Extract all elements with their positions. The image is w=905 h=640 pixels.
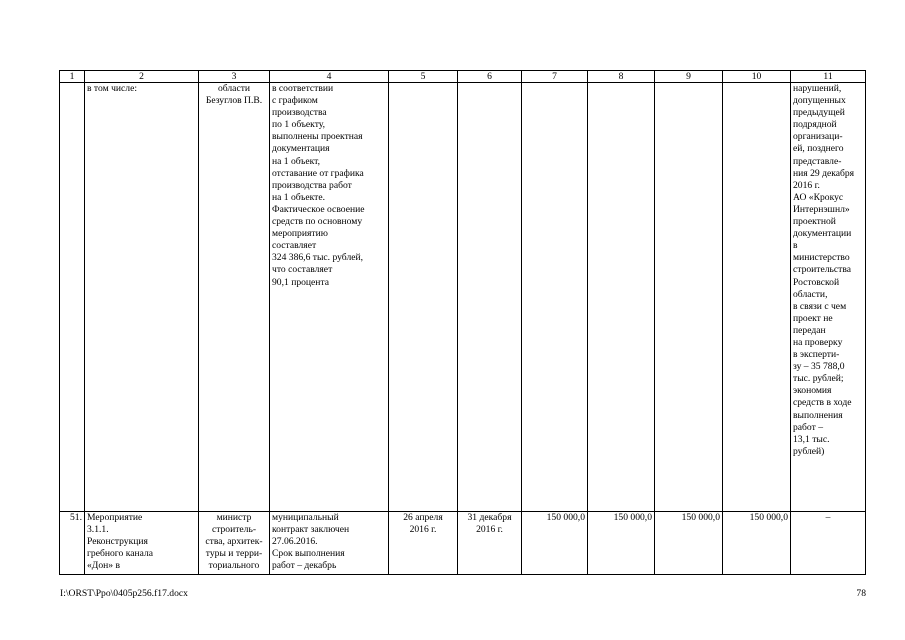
page-number: 78	[856, 588, 866, 599]
column-header-8: 8	[588, 71, 655, 83]
table-row	[60, 83, 866, 512]
responsible-person-cell: области Безуглов П.В.	[205, 83, 263, 107]
row-number-cell: 51.	[70, 512, 82, 523]
result-description-cell: муниципальный контракт заключен 27.06.2016. Срок выполнения работ – декабрь	[272, 512, 350, 572]
responsible-person-cell: министр строитель- ства, архитек- туры и терри- ториального	[205, 512, 263, 572]
column-header-7: 7	[522, 71, 588, 83]
column-header-2: 2	[85, 71, 199, 83]
activity-name-cell: Мероприятие 3.1.1. Реконструкция гребного канала «Дон» в	[87, 512, 153, 572]
column-header-4: 4	[270, 71, 389, 83]
activity-name-cell: в том числе:	[87, 83, 138, 94]
amount-cell-8: 150 000,0	[613, 512, 652, 523]
amount-cell-9: 150 000,0	[681, 512, 720, 523]
amount-cell-7: 150 000,0	[546, 512, 585, 523]
column-header-3: 3	[199, 71, 270, 83]
column-header-5: 5	[389, 71, 458, 83]
column-header-9: 9	[655, 71, 723, 83]
document-table	[59, 70, 866, 575]
column-header-10: 10	[723, 71, 791, 83]
notes-cell: –	[825, 512, 831, 523]
end-date-cell: 31 декабря 2016 г.	[467, 512, 512, 536]
column-header-11: 11	[791, 71, 866, 83]
footer-file-path: I:\ORST\Ppo\0405p256.f17.docx	[60, 588, 188, 599]
table-row	[60, 512, 866, 575]
column-number-row	[60, 71, 866, 83]
column-header-6: 6	[458, 71, 522, 83]
result-description-cell: в соответствии с графиком производства по 1 объекту, выполнены проектная документация на 1 объект, отставание от графика производства работ на 1 объекте. Фактическое освоение средств по основному мероприятию составляет 324 386,6 тыс. рублей, что составляет 90,1 процента	[272, 83, 365, 288]
notes-cell: нарушений, допущенных предыдущей подрядной организаци- ей, позднего представле- ния 29 декабря 2016 г. АО «Крокус Интернэшнл» проектной документации в министерство строительства Ростовской области, в связи с чем проект не передан на проверку в эксперти- зу – 35 788,0 тыс. рублей; экономия средств в ходе выполнения работ – 13,1 тыс. рублей)	[793, 83, 855, 457]
column-header-1: 1	[60, 71, 85, 83]
start-date-cell: 26 апреля 2016 г.	[403, 512, 443, 536]
amount-cell-10: 150 000,0	[749, 512, 788, 523]
